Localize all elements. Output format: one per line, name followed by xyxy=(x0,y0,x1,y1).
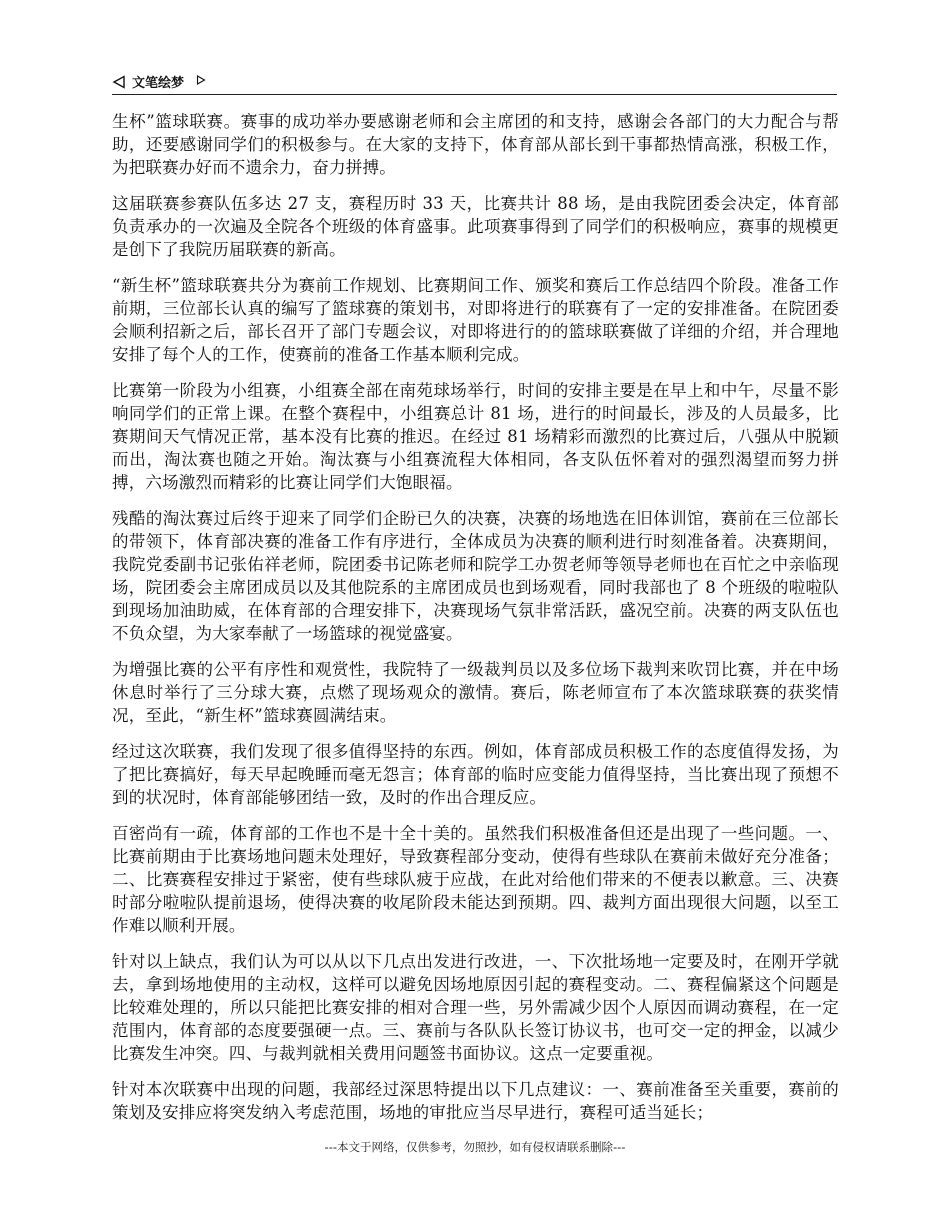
paragraph: 为增强比赛的公平有序性和观赏性，我院特了一级裁判员以及多位场下裁判来吹罚比赛，并在中场休息时举行了三分球大赛，点燃了现场观众的激情。赛后，陈老师宣布了本次篮球联赛的获奖情况，至此，“新生杯”篮球赛圆满结束。 xyxy=(112,660,839,725)
paragraph: 生杯”篮球联赛。赛事的成功举办要感谢老师和会主席团的和支持，感谢会各部门的大力配合与帮助，还要感谢同学们的积极参与。在大家的支持下，体育部从部长到干事都热情高涨，积极工作，为把联赛办好而不遗余力，奋力拼搏。 xyxy=(112,112,839,177)
triangle-right-outline-icon xyxy=(190,78,206,85)
brand-name: 文笔绘梦 xyxy=(132,76,185,91)
paragraph: 针对以上缺点，我们认为可以从以下几点出发进行改进，一、下次批场地一定要及时，在刚开学就去，拿到场地使用的主动权，这样可以避免因场地原因引起的赛程变动。二、赛程偏紧这个问题是比较难处理的，所以只能把比赛安排的相对合理一些，另外需减少因个人原因而调动赛程，在一定范围内，体育部的态度要强硬一点。三、赛前与各队队长签订协议书，也可交一定的押金，以减少比赛发生冲突。四、与裁判就相关费用问题签书面协议。这点一定要重视。 xyxy=(112,952,839,1063)
paragraph: 比赛第一阶段为小组赛，小组赛全部在南苑球场举行，时间的安排主要是在早上和中午，尽量不影响同学们的正常上课。在整个赛程中，小组赛总计 81 场，进行的时间最长，涉及的人员最多，比赛期间天气情况正常，基本没有比赛的推迟。在经过 81 场精彩而激烈的比赛过后，八强从中脱颖而出，淘汰赛也随之开始。淘汰赛与小组赛流程大体相同，各支队伍怀着对的强烈渴望而努力拼搏，六场激烈而精彩的比赛让同学们大饱眼福。 xyxy=(112,381,839,492)
paragraph: 百密尚有一疏，体育部的工作也不是十全十美的。虽然我们积极准备但还是出现了一些问题。一、比赛前期由于比赛场地问题未处理好，导致赛程部分变动，使得有些球队在赛前未做好充分准备；二、比赛赛程安排过于紧密，使有些球队疲于应战，在此对给他们带来的不便表以歉意。三、决赛时部分啦啦队提前退场，使得决赛的收尾阶段未能达到预期。四、裁判方面出现很大问题，以至工作难以顺利开展。 xyxy=(112,824,839,935)
paragraph: “新生杯”篮球联赛共分为赛前工作规划、比赛期间工作、颁奖和赛后工作总结四个阶段。准备工作前期，三位部长认真的编写了篮球赛的策划书，对即将进行的联赛有了一定的安排准备。在院团委会顺利招新之后，部长召开了部门专题会议，对即将进行的的篮球联赛做了详细的介绍，并合理地安排了每个人的工作，使赛前的准备工作基本顺利完成。 xyxy=(112,276,839,364)
paragraph: 残酷的淘汰赛过后终于迎来了同学们企盼已久的决赛，决赛的场地选在旧体训馆，赛前在三位部长的带领下，体育部决赛的准备工作有序进行，全体成员为决赛的顺利进行时刻准备着。决赛期间，我院党委副书记张佑祥老师，院团委书记陈老师和院学工办贺老师等领导老师也在百忙之中亲临现场，院团委会主席团成员以及其他院系的主席团成员也到场观看，同时我部也了 8 个班级的啦啦队到现场加油助威，在体育部的合理安排下，决赛现场气氛非常活跃，盛况空前。决赛的两支队伍也不负众望，为大家奉献了一场篮球的视觉盛宴。 xyxy=(112,509,839,643)
footer-notice: ---本文于网络，仅供参考，勿照抄，如有侵权请联系删除--- xyxy=(324,1140,626,1154)
triangle-left-outline-icon xyxy=(112,75,126,89)
paragraph: 经过这次联赛，我们发现了很多值得坚持的东西。例如，体育部成员积极工作的态度值得发扬，为了把比赛搞好，每天早起晚睡而毫无怨言；体育部的临时应变能力值得坚持，当比赛出现了预想不到的状况时，体育部能够团结一致，及时的作出合理反应。 xyxy=(112,742,839,807)
document-body xyxy=(112,110,839,1137)
brand xyxy=(112,72,206,91)
paragraph: 这届联赛参赛队伍多达 27 支，赛程历时 33 天，比赛共计 88 场，是由我院团委会决定，体育部负责承办的一次遍及全院各个班级的体育盛事。此项赛事得到了同学们的积极响应，赛事的规模更是创下了我院历届联赛的新高。 xyxy=(112,194,839,259)
page-header xyxy=(112,70,837,95)
paragraph: 针对本次联赛中出现的问题，我部经过深思特提出以下几点建议：一、赛前准备至关重要，赛前的策划及安排应将突发纳入考虑范围，场地的审批应当尽早进行，赛程可适当延长； xyxy=(112,1080,839,1122)
